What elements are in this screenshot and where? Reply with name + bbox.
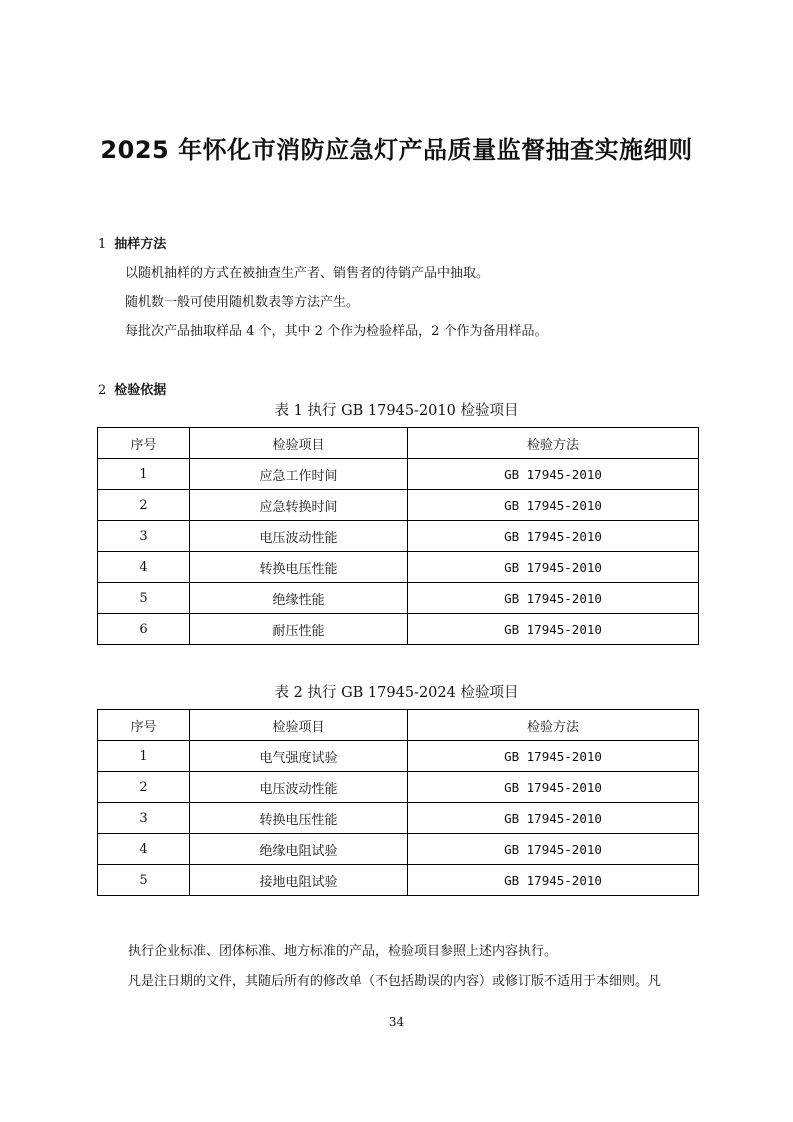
table-cell: 接地电阻试验 [190, 865, 408, 896]
table-2-caption: 表 2 执行 GB 17945-2024 检验项目 [274, 685, 519, 701]
table-cell: 应急工作时间 [190, 459, 408, 490]
table-cell: 耐压性能 [190, 614, 408, 645]
table-cell: 6 [98, 614, 190, 645]
table-cell: 绝缘性能 [190, 583, 408, 614]
table-cell: 2 [98, 490, 190, 521]
table-row [98, 741, 699, 772]
table-row [98, 459, 699, 490]
table-cell: 4 [98, 834, 190, 865]
table-cell: 4 [98, 552, 190, 583]
table-row [98, 583, 699, 614]
table-cell: 电气强度试验 [190, 741, 408, 772]
table-header-cell: 序号 [98, 428, 190, 459]
table-2-header-row [98, 710, 699, 741]
table-cell: 转换电压性能 [190, 552, 408, 583]
table-cell: 3 [98, 803, 190, 834]
section-1-paragraph-1: 以随机抽样的方式在被抽查生产者、销售者的待销产品中抽取。 [125, 266, 490, 281]
table-row [98, 614, 699, 645]
table-2 [97, 709, 699, 896]
table-cell: GB 17945-2010 [408, 521, 699, 552]
table-cell: GB 17945-2010 [408, 490, 699, 521]
table-row [98, 490, 699, 521]
table-cell: 应急转换时间 [190, 490, 408, 521]
table-cell: 2 [98, 772, 190, 803]
table-cell: 1 [98, 741, 190, 772]
closing-paragraph-1: 执行企业标准、团体标准、地方标准的产品，检验项目参照上述内容执行。 [128, 944, 558, 959]
table-row [98, 834, 699, 865]
table-header-cell: 检验方法 [408, 710, 699, 741]
closing-paragraph-2: 凡是注日期的文件，其随后所有的修改单（不包括勘误的内容）或修订版不适用于本细则。凡 [128, 974, 662, 989]
section-1-paragraph-2: 随机数一般可使用随机数表等方法产生。 [125, 295, 360, 310]
table-cell: 3 [98, 521, 190, 552]
table-header-cell: 检验项目 [190, 428, 408, 459]
section-1-paragraph-3: 每批次产品抽取样品 4 个，其中 2 个作为检验样品，2 个作为备用样品。 [125, 324, 548, 339]
section-1-heading [98, 233, 166, 252]
table-cell: GB 17945-2010 [408, 552, 699, 583]
table-cell: 5 [98, 583, 190, 614]
table-1 [97, 427, 699, 645]
table-cell: 1 [98, 459, 190, 490]
table-header-cell: 检验项目 [190, 710, 408, 741]
table-row [98, 865, 699, 896]
table-cell: GB 17945-2010 [408, 865, 699, 896]
table-row [98, 552, 699, 583]
table-cell: GB 17945-2010 [408, 459, 699, 490]
table-1-caption: 表 1 执行 GB 17945-2010 检验项目 [274, 403, 519, 419]
page-number: 34 [388, 1015, 405, 1029]
table-cell: GB 17945-2010 [408, 614, 699, 645]
section-1-title: 抽样方法 [114, 237, 167, 252]
table-cell: 转换电压性能 [190, 803, 408, 834]
table-cell: 电压波动性能 [190, 772, 408, 803]
section-1-number: 1 [98, 237, 107, 252]
table-header-cell: 检验方法 [408, 428, 699, 459]
section-2-number: 2 [98, 383, 107, 398]
section-2-heading [98, 379, 166, 398]
table-cell: GB 17945-2010 [408, 772, 699, 803]
table-row [98, 772, 699, 803]
table-row [98, 803, 699, 834]
table-cell: 绝缘电阻试验 [190, 834, 408, 865]
document-title: 2025 年怀化市消防应急灯产品质量监督抽查实施细则 [100, 136, 693, 164]
section-2-title: 检验依据 [114, 383, 167, 398]
table-row [98, 521, 699, 552]
table-header-cell: 序号 [98, 710, 190, 741]
table-cell: GB 17945-2010 [408, 583, 699, 614]
table-cell: GB 17945-2010 [408, 803, 699, 834]
table-cell: GB 17945-2010 [408, 741, 699, 772]
table-1-header-row [98, 428, 699, 459]
table-cell: 电压波动性能 [190, 521, 408, 552]
table-cell: GB 17945-2010 [408, 834, 699, 865]
table-cell: 5 [98, 865, 190, 896]
